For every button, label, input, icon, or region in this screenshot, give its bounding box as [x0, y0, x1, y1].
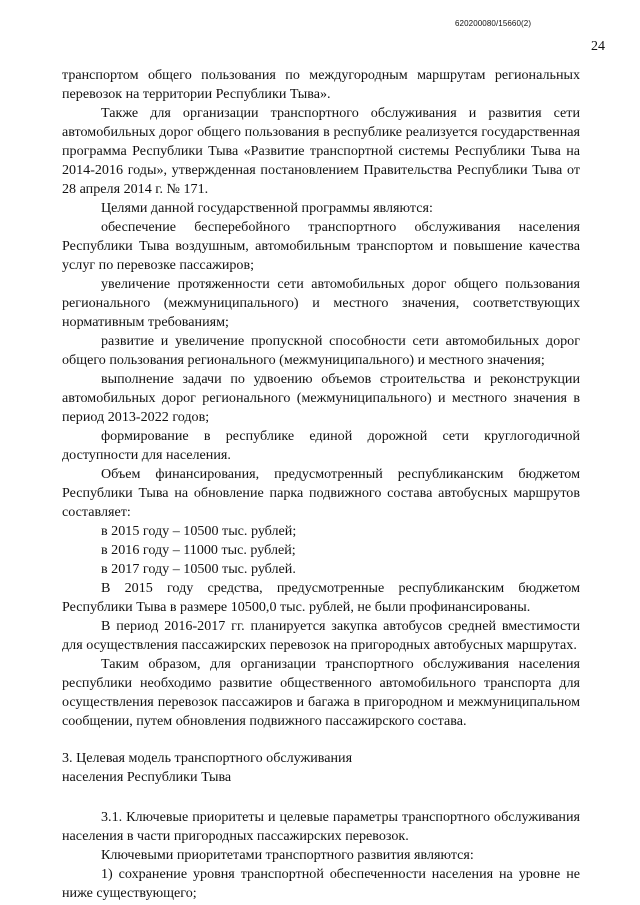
paragraph: Таким образом, для организации транспортного обслуживания населения республики необходимо развитие общественного автомобильного транспорта для осуществления перевозок пассажиров и багажа в пригородном и межмуниципальном сообщении, путем обновления подвижного пассажирского состава.	[62, 656, 580, 729]
list-item: 1) сохранение уровня транспортной обеспеченности населения на уровне не ниже существующего;	[62, 866, 580, 901]
document-id: 620200080/15660(2)	[455, 19, 532, 28]
section-heading-line1: 3. Целевая модель транспортного обслуживания	[62, 750, 353, 766]
paragraph: В период 2016-2017 гг. планируется закупка автобусов средней вместимости для осуществления пассажирских перевозок на пригородных автобусных маршрутах.	[62, 618, 580, 653]
page-number: 24	[591, 39, 605, 54]
list-item: выполнение задачи по удвоению объемов строительства и реконструкции автомобильных дорог регионального (межмуниципального) и местного значения в период 2013-2022 годов;	[62, 371, 580, 425]
paragraph: Целями данной государственной программы являются:	[101, 200, 433, 216]
list-item: в 2016 году – 11000 тыс. рублей;	[101, 542, 296, 558]
list-item: обеспечение бесперебойного транспортного обслуживания населения Республики Тыва воздушным, автомобильным транспортом и повышение качества услуг по перевозке пассажиров;	[62, 219, 580, 273]
paragraph: Ключевыми приоритетами транспортного развития являются:	[101, 847, 474, 863]
paragraph: транспортом общего пользования по междугородным маршрутам региональных перевозок на территории Республики Тыва».	[62, 67, 580, 102]
paragraph: Также для организации транспортного обслуживания и развития сети автомобильных дорог общего пользования в республике реализуется государственная программа Республики Тыва «Развитие транспортной системы Республики Тыва на 2014-2016 годы», утвержденная постановлением Правительства Республики Тыва от 28 апреля 2014 г. № 171.	[62, 105, 580, 197]
paragraph: Объем финансирования, предусмотренный республиканским бюджетом Республики Тыва на обновление парка подвижного состава автобусных маршрутов составляет:	[62, 466, 580, 520]
list-item: формирование в республике единой дорожной сети круглогодичной доступности для населения.	[62, 428, 580, 463]
document-body	[62, 66, 580, 903]
spacer	[62, 787, 580, 808]
spacer	[62, 731, 580, 749]
list-item: развитие и увеличение пропускной способности сети автомобильных дорог общего пользования регионального (межмуниципального) и местного значения;	[62, 333, 580, 368]
paragraph: В 2015 году средства, предусмотренные республиканским бюджетом Республики Тыва в размере 10500,0 тыс. рублей, не были профинансированы.	[62, 580, 580, 615]
list-item: в 2017 году – 10500 тыс. рублей.	[101, 561, 296, 577]
list-item: увеличение протяженности сети автомобильных дорог общего пользования регионального (межмуниципального) и местного значения, соответствующих нормативным требованиям;	[62, 276, 580, 330]
section-heading-line2: населения Республики Тыва	[62, 769, 232, 785]
paragraph: 3.1. Ключевые приоритеты и целевые параметры транспортного обслуживания населения в части пригородных пассажирских перевозок.	[62, 809, 580, 844]
list-item: в 2015 году – 10500 тыс. рублей;	[101, 523, 297, 539]
